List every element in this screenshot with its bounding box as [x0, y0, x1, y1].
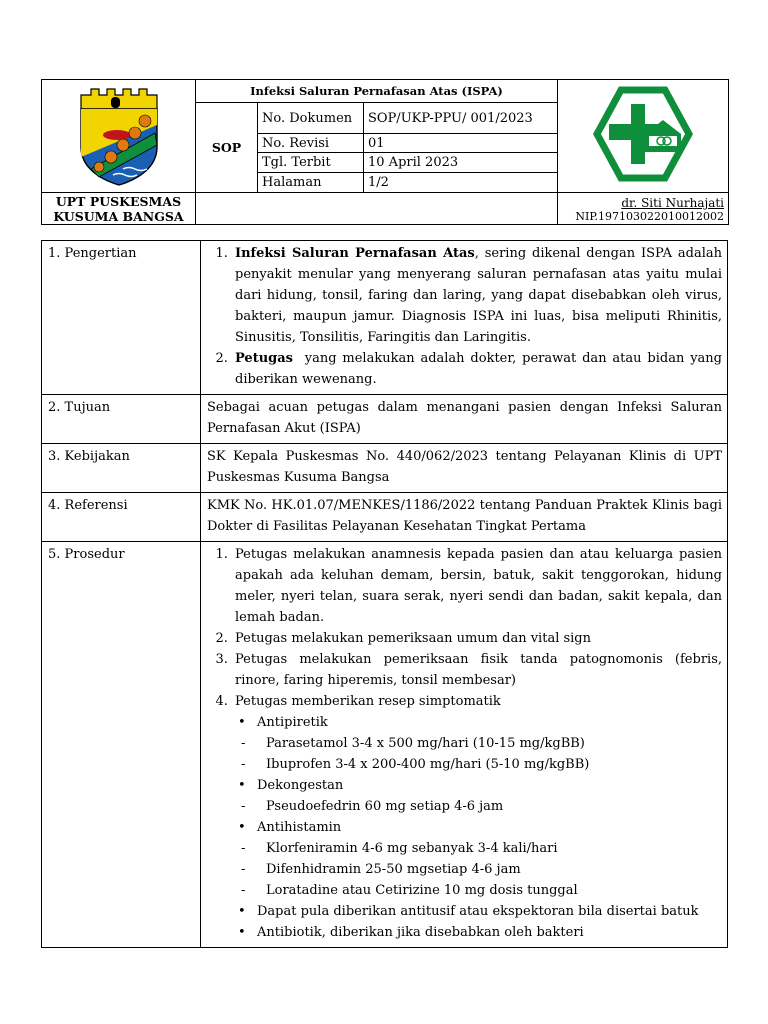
pengertian-term-2: Petugas [235, 351, 293, 366]
field-label-no-dokumen: No. Dokumen [258, 103, 364, 134]
med-group-antihistamin: • Antihistamin - Klorfeniramin 4-6 mg sebanyak 3-4 kali/hari - Difenhidramin 25-50 mgsetiap 4-6 jam - Loratadine atau Cetirizine 10 mg dosis tunggal [257, 817, 722, 901]
field-label-tgl-terbit: Tgl. Terbit [258, 153, 364, 173]
field-value-tgl-terbit: 10 April 2023 [364, 153, 558, 173]
header-table [41, 79, 729, 225]
content-pengertian [201, 241, 728, 395]
row-kebijakan [42, 444, 728, 493]
label-referensi: 4. Referensi [42, 493, 201, 542]
med-note-antibiotik: • Antibiotik, diberikan jika disebabkan oleh bakteri [257, 922, 722, 943]
signer-name: dr. Siti Nurhajati [621, 196, 725, 210]
kabupaten-crest-icon [69, 81, 169, 187]
med-item: - Difenhidramin 25-50 mgsetiap 4-6 jam [235, 859, 722, 880]
crest-cell [42, 80, 196, 193]
content-tujuan: Sebagai acuan petugas dalam menangani pasien dengan Infeksi Saluran Pernafasan Akut (ISPA) [201, 395, 728, 444]
org-line2: KUSUMA BANGSA [53, 208, 184, 224]
med-group-dekongestan: • Dekongestan - Pseudoefedrin 60 mg setiap 4-6 jam [257, 775, 722, 817]
content-referensi: KMK No. HK.01.07/MENKES/1186/2022 tentang Panduan Praktek Klinis bagi Dokter di Fasilitas Pelayanan Kesehatan Tingkat Pertama [201, 493, 728, 542]
med-item: - Loratadine atau Cetirizine 10 mg dosis tunggal [235, 880, 722, 901]
label-kebijakan: 3. Kebijakan [42, 444, 201, 493]
med-group-antipiretik: • Antipiretik - Parasetamol 3-4 x 500 mg/hari (10-15 mg/kgBB) - Ibuprofen 3-4 x 200-400 mg/hari (5-10 mg/kgBB) [257, 712, 722, 775]
row-prosedur [42, 542, 728, 948]
signature-cell [558, 193, 729, 225]
prosedur-step-3: 3. Petugas melakukan pemeriksaan fisik tanda patognomonis (febris, rinore, faring hiperemis, tonsil membesar) [232, 649, 722, 691]
label-pengertian: 1. Pengertian [42, 241, 201, 395]
med-item: - Ibuprofen 3-4 x 200-400 mg/hari (5-10 mg/kgBB) [235, 754, 722, 775]
med-item: - Parasetamol 3-4 x 500 mg/hari (10-15 mg/kgBB) [235, 733, 722, 754]
content-kebijakan: SK Kepala Puskesmas No. 440/062/2023 tentang Pelayanan Klinis di UPT Puskesmas Kusuma Bangsa [201, 444, 728, 493]
field-value-halaman: 1/2 [364, 173, 558, 193]
prosedur-step-4: 4. Petugas memberikan resep simptomatik • Antipiretik - Parasetamol 3-4 x 500 mg/hari (10-15 mg/kgBB) - Ibuprofen 3-4 x 200-400 mg/hari (5-10 mg/kgBB) • Dekongestan - Pseudoefedrin 60 mg setiap 4-6 jam • Antihistamin - Klorfeniramin 4-6 mg sebanyak 3-4 kali/hari - Difenhidramin 25-50 mgsetiap 4-6 jam - Loratadine atau Cetirizine 10 mg dosis tunggal • Dapat pula diberikan antitusif atau ekspektoran bila disertai batuk • Antibiotik, diberikan jika disebabkan oleh bakteri [232, 691, 722, 943]
field-value-no-dokumen: SOP/UKP-PPU/ 001/2023 [364, 103, 558, 134]
blank-cell [196, 193, 558, 225]
med-note-antitusif: • Dapat pula diberikan antitusif atau ekspektoran bila disertai batuk [257, 901, 722, 922]
med-item: - Klorfeniramin 4-6 mg sebanyak 3-4 kali/hari [235, 838, 722, 859]
field-label-no-revisi: No. Revisi [258, 134, 364, 153]
field-label-halaman: Halaman [258, 173, 364, 193]
org-line1: UPT PUSKESMAS [55, 193, 182, 209]
pengertian-term-1: Infeksi Saluran Pernafasan Atas [235, 246, 475, 261]
prosedur-step-1: 1. Petugas melakukan anamnesis kepada pasien dan atau keluarga pasien apakah ada keluhan demam, bersin, batuk, sakit tenggorokan, hidung meler, nyeri telan, suara serak, nyeri sendi dan badan, sakit kepala, dan lemah badan. [232, 544, 722, 628]
puskesmas-logo-icon [591, 86, 695, 182]
row-referensi [42, 493, 728, 542]
sop-content-table [41, 240, 728, 948]
prosedur-step-2: 2. Petugas melakukan pemeriksaan umum dan vital sign [232, 628, 722, 649]
field-value-no-revisi: 01 [364, 134, 558, 153]
row-pengertian [42, 241, 728, 395]
signer-nip: NIP.197103022010012002 [575, 210, 725, 223]
sop-label: SOP [196, 103, 258, 193]
med-item: - Pseudoefedrin 60 mg setiap 4-6 jam [235, 796, 722, 817]
doc-title: Infeksi Saluran Pernafasan Atas (ISPA) [196, 80, 558, 103]
org-name [42, 193, 196, 225]
pengertian-item-2: 2. Petugas yang melakukan adalah dokter, perawat dan atau bidan yang diberikan wewenang. [232, 348, 722, 390]
puskesmas-logo-cell [558, 80, 729, 193]
label-prosedur: 5. Prosedur [42, 542, 201, 948]
label-tujuan: 2. Tujuan [42, 395, 201, 444]
content-prosedur [201, 542, 728, 948]
pengertian-item-1: 1. Infeksi Saluran Pernafasan Atas, sering dikenal dengan ISPA adalah penyakit menular yang menyerang saluran pernafasan atas yaitu mulai dari hidung, tonsil, faring dan laring, yang dapat disebabkan oleh virus, bakteri, maupun jamur. Diagnosis ISPA ini luas, bisa meliputi Rhinitis, Sinusitis, Tonsilitis, Faringitis dan Laringitis. [232, 243, 722, 348]
row-tujuan [42, 395, 728, 444]
